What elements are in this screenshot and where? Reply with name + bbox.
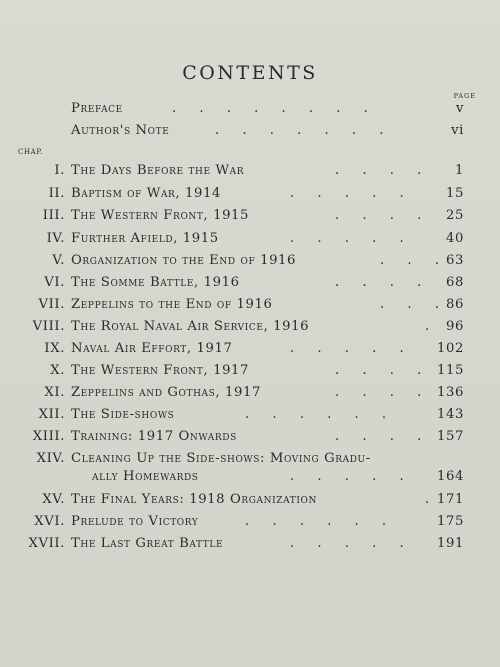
chapter-row xyxy=(0,274,500,292)
chapter-row xyxy=(0,491,500,509)
leader-dots: . . . . xyxy=(335,275,422,290)
chapter-row xyxy=(0,296,500,314)
leader-dots: . . . . xyxy=(335,208,422,223)
chapter-number: XIII. xyxy=(32,429,65,444)
chapter-number: VIII. xyxy=(32,319,65,334)
chapter-number: XI. xyxy=(44,385,65,400)
leader-dots: . xyxy=(425,319,430,334)
chapter-page: 115 xyxy=(437,363,464,378)
chapter-title: Zeppelins to the End of 1916 xyxy=(71,297,273,312)
chapter-row xyxy=(0,428,500,446)
chapter-title: The Royal Naval Air Service, 1916 xyxy=(71,319,310,334)
chapter-title: The Last Great Battle xyxy=(71,536,224,551)
chapter-page: 86 xyxy=(446,297,464,312)
leader-dots: . . . . . xyxy=(290,186,404,201)
leader-dots: . xyxy=(425,492,430,507)
chapter-row xyxy=(0,185,500,203)
chapter-row-continuation xyxy=(0,468,500,486)
leader-dots: . . . . . . . xyxy=(215,123,384,138)
chapter-row xyxy=(0,252,500,270)
entry-page: vi xyxy=(451,123,464,138)
chapter-number: XVII. xyxy=(28,536,65,551)
chapter-number: X. xyxy=(50,363,65,378)
chapter-page: 164 xyxy=(437,469,464,484)
leader-dots: . . . . . xyxy=(290,536,404,551)
chapter-page: 1 xyxy=(455,163,464,178)
chapter-page: 68 xyxy=(446,275,464,290)
chapter-title: Baptism of War, 1914 xyxy=(71,186,221,201)
chapter-number: XII. xyxy=(38,407,65,422)
chapter-number: II. xyxy=(48,186,65,201)
chapter-title: Organization to the End of 1916 xyxy=(71,253,297,268)
page-column-label: PAGE xyxy=(453,92,476,100)
chapter-page: 143 xyxy=(437,407,464,422)
chapter-page: 175 xyxy=(437,514,464,529)
page-title: CONTENTS xyxy=(182,62,318,84)
leader-dots: . . . . . xyxy=(290,231,404,246)
chapter-number: XIV. xyxy=(36,451,65,466)
chapter-row xyxy=(0,406,500,424)
entry-title: Preface xyxy=(71,101,123,116)
chapter-column-label: CHAP. xyxy=(18,148,44,156)
entry-page: v xyxy=(455,101,464,116)
chapter-number: XVI. xyxy=(34,514,65,529)
chapter-title: The Western Front, 1915 xyxy=(71,208,250,223)
chapter-row xyxy=(0,207,500,225)
leader-dots: . . . xyxy=(380,253,439,268)
chapter-page: 63 xyxy=(446,253,464,268)
chapter-title: Further Afield, 1915 xyxy=(71,231,219,246)
chapter-page: 191 xyxy=(437,536,464,551)
chapter-page: 136 xyxy=(437,385,464,400)
leader-dots: . . . . xyxy=(335,429,422,444)
chapter-number: VI. xyxy=(44,275,65,290)
chapter-row xyxy=(0,384,500,402)
entry-title: Author's Note xyxy=(71,123,170,138)
chapter-row xyxy=(0,230,500,248)
chapter-page: 102 xyxy=(437,341,464,356)
chapter-page: 40 xyxy=(446,231,464,246)
chapter-row xyxy=(0,450,500,468)
chapter-row xyxy=(0,513,500,531)
chapter-title: Zeppelins and Gothas, 1917 xyxy=(71,385,261,400)
leader-dots: . . . . . xyxy=(290,469,404,484)
front-matter-row-authors-note xyxy=(0,122,500,140)
chapter-row xyxy=(0,535,500,553)
chapter-title: The Days Before the War xyxy=(71,163,245,178)
chapter-title: Naval Air Effort, 1917 xyxy=(71,341,233,356)
chapter-title: The Somme Battle, 1916 xyxy=(71,275,240,290)
chapter-page: 15 xyxy=(446,186,464,201)
leader-dots: . . . . xyxy=(335,385,422,400)
chapter-title: Training: 1917 Onwards xyxy=(71,429,237,444)
chapter-number: V. xyxy=(52,253,65,268)
leader-dots: . . . xyxy=(380,297,439,312)
chapter-number: XV. xyxy=(42,492,65,507)
chapter-title-continuation: ally Homewards xyxy=(92,469,199,484)
leader-dots: . . . . . . xyxy=(245,514,387,529)
chapter-page: 157 xyxy=(437,429,464,444)
chapter-title: The Western Front, 1917 xyxy=(71,363,250,378)
chapter-number: III. xyxy=(42,208,65,223)
chapter-title: The Side-shows xyxy=(71,407,175,422)
chapter-number: IX. xyxy=(44,341,65,356)
leader-dots: . . . . . xyxy=(290,341,404,356)
leader-dots: . . . . xyxy=(335,163,422,178)
chapter-row xyxy=(0,162,500,180)
chapter-row xyxy=(0,318,500,336)
chapter-page: 96 xyxy=(446,319,464,334)
chapter-title: The Final Years: 1918 Organization xyxy=(71,492,317,507)
chapter-number: IV. xyxy=(46,231,65,246)
chapter-page: 171 xyxy=(437,492,464,507)
leader-dots: . . . . . . xyxy=(245,407,387,422)
leader-dots: . . . . xyxy=(335,363,422,378)
leader-dots: . . . . . . . . xyxy=(172,101,368,116)
chapter-row xyxy=(0,362,500,380)
chapter-page: 25 xyxy=(446,208,464,223)
chapter-title: Cleaning Up the Side-shows: Moving Gradu- xyxy=(71,451,371,466)
chapter-row xyxy=(0,340,500,358)
chapter-number: VII. xyxy=(38,297,65,312)
front-matter-row-preface xyxy=(0,100,500,118)
chapter-title: Prelude to Victory xyxy=(71,514,199,529)
chapter-number: I. xyxy=(54,163,65,178)
